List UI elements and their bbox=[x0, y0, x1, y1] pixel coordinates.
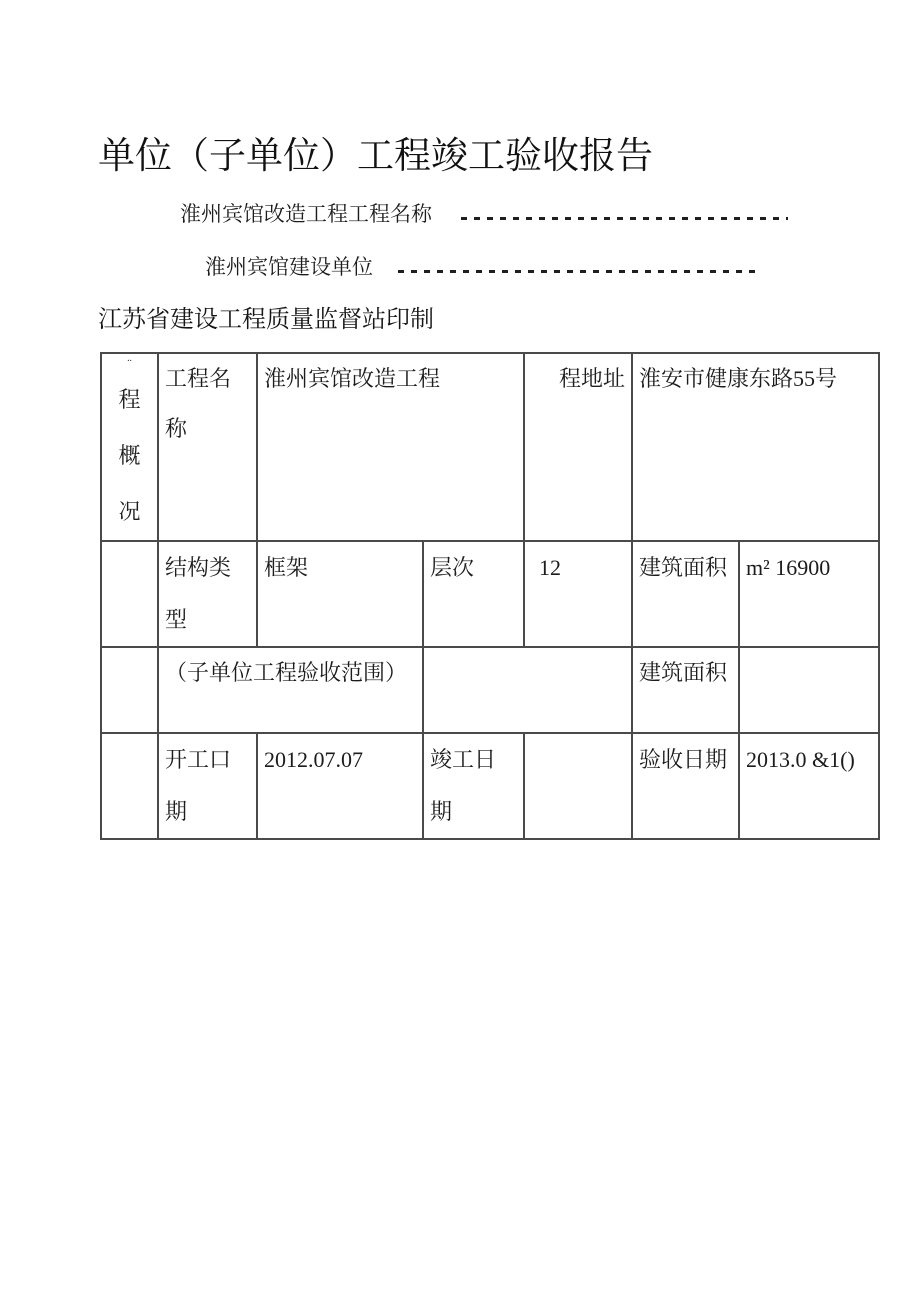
empty-cell bbox=[101, 647, 158, 733]
side-label-cell bbox=[101, 353, 158, 541]
area-label-2-cell: 建筑面积 bbox=[632, 647, 739, 733]
area-value-2-cell bbox=[739, 647, 879, 733]
project-name-line: 淮州宾馆改造工程工程名称 bbox=[180, 202, 432, 226]
project-name-value-cell: 淮州宾馆改造工程 bbox=[257, 353, 524, 541]
issuer-line: 江苏省建设工程质量监督站印制 bbox=[98, 307, 434, 333]
address-value-cell: 淮安市健康东路55号 bbox=[632, 353, 879, 541]
sub-unit-scope-cell: （子单位工程验收范围） bbox=[158, 647, 423, 733]
empty-cell bbox=[423, 647, 632, 733]
floors-label-cell: 层次 bbox=[423, 541, 524, 647]
side-char-2: 概 bbox=[118, 443, 141, 468]
fill-in-dash-line-2 bbox=[398, 270, 760, 273]
start-date-label-cell: 开工口期 bbox=[158, 733, 257, 839]
construction-unit-line: 淮州宾馆建设单位 bbox=[205, 255, 373, 279]
start-date-value-cell: 2012.07.07 bbox=[257, 733, 423, 839]
structure-type-value-cell: 框架 bbox=[257, 541, 423, 647]
area-value-cell: m² 16900 bbox=[739, 541, 879, 647]
doc-title: 单位（子单位）工程竣工验收报告 bbox=[98, 136, 653, 177]
fill-in-dash-line-1 bbox=[461, 217, 788, 220]
floors-value-cell: 12 bbox=[524, 541, 632, 647]
area-label-cell: 建筑面积 bbox=[632, 541, 739, 647]
empty-cell bbox=[101, 541, 158, 647]
project-overview-table bbox=[100, 352, 880, 840]
side-mark: ¨ bbox=[127, 356, 132, 371]
project-name-label-cell: 工程名称 bbox=[158, 353, 257, 541]
accept-date-value-cell: 2013.0 &1() bbox=[739, 733, 879, 839]
side-char-1: 程 bbox=[118, 387, 141, 412]
structure-type-label-cell: 结构类型 bbox=[158, 541, 257, 647]
address-label-cell: 程地址 bbox=[524, 353, 632, 541]
empty-cell bbox=[101, 733, 158, 839]
finish-date-label-cell: 竣工日期 bbox=[423, 733, 524, 839]
accept-date-label-cell: 验收日期 bbox=[632, 733, 739, 839]
finish-date-value-cell bbox=[524, 733, 632, 839]
side-char-3: 况 bbox=[118, 499, 141, 524]
